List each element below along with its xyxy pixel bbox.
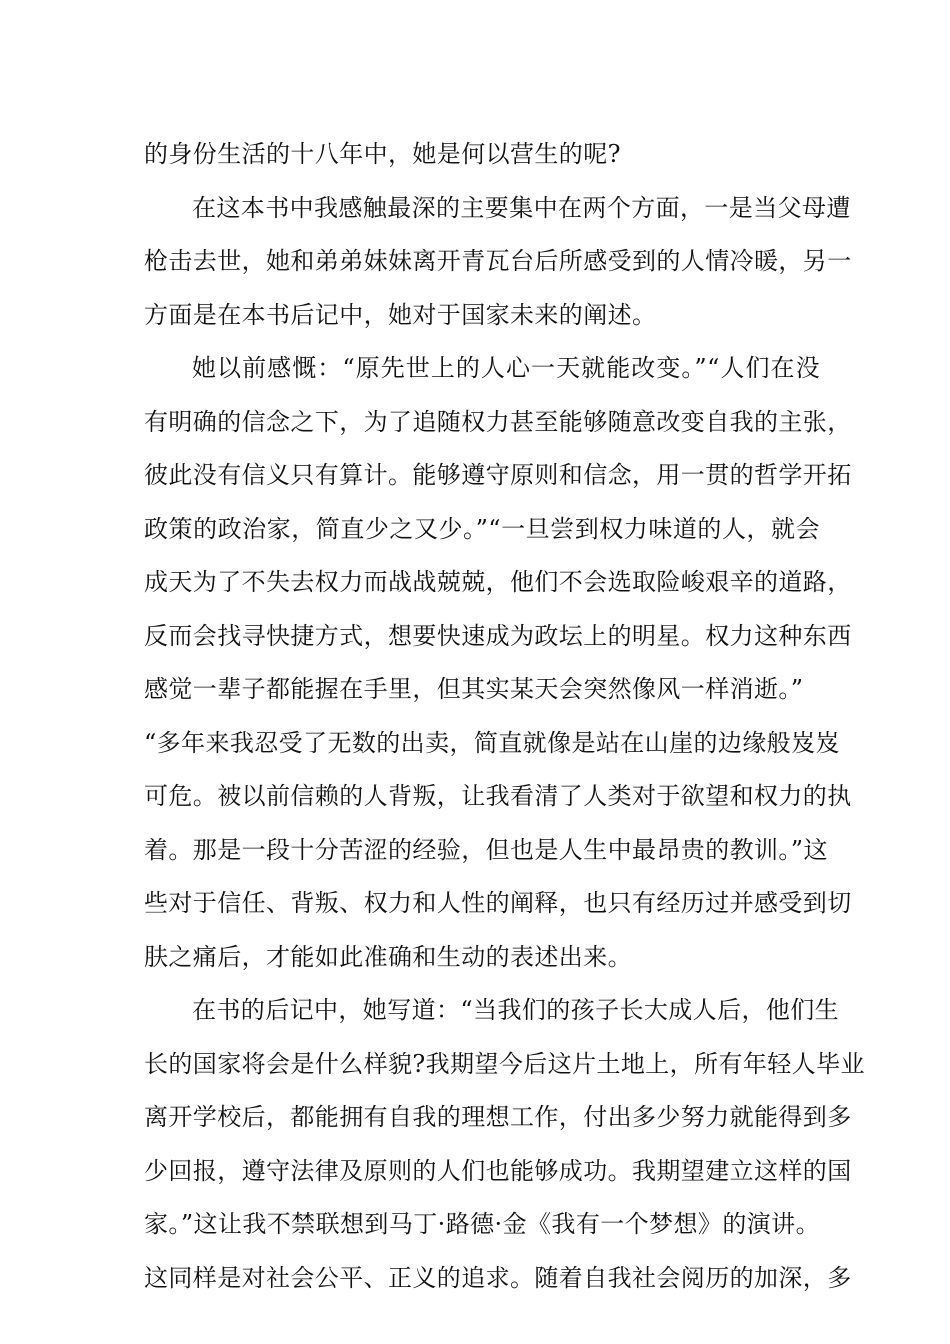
text-line: 她以前感慨：“原先世上的人心一天就能改变。”“人们在没 [192, 354, 820, 382]
text-line: 可危。被以前信赖的人背叛，让我看清了人类对于欲望和权力的执 [144, 782, 852, 810]
text-line: “多年来我忍受了无数的出卖，简直就像是站在山崖的边缘般岌岌 [144, 728, 840, 757]
text-line: 反而会找寻快捷方式，想要快速成为政坛上的明星。权力这种东西 [144, 621, 852, 650]
text-line: 方面是在本书后记中，她对于国家未来的阐述。 [144, 300, 657, 329]
text-line: 着。那是一段十分苦涩的经验，但也是人生中最昂贵的教训。”这 [144, 835, 828, 864]
text-line: 的身份生活的十八年中，她是何以营生的呢? [144, 140, 621, 168]
text-line: 枪击去世，她和弟弟妹妹离开青瓦台后所感受到的人情冷暖，另一 [144, 247, 852, 275]
text-line: 少回报，遵守法律及原则的人们也能够成功。我期望建立这样的国 [144, 1156, 852, 1185]
text-line: 肤之痛后，才能如此准确和生动的表述出来。 [144, 942, 632, 971]
text-line: 这同样是对社会公平、正义的追求。随着自我社会阅历的加深，多 [144, 1263, 852, 1292]
text-line: 彼此没有信义只有算计。能够遵守原则和信念，用一贯的哲学开拓 [144, 461, 852, 489]
body-text [144, 128, 865, 1305]
text-line: 感觉一辈子都能握在手里，但其实某天会突然像风一样消逝。” [144, 675, 804, 703]
text-line: 些对于信任、背叛、权力和人性的阐释，也只有经历过并感受到切 [144, 889, 852, 917]
text-line: 成天为了不失去权力而战战兢兢，他们不会选取险峻艰辛的道路， [144, 568, 852, 596]
text-line: 在书的后记中，她写道：“当我们的孩子长大成人后，他们生 [192, 996, 840, 1024]
text-line: 家。”这让我不禁联想到马丁·路德·金《我有一个梦想》的演讲。 [144, 1210, 820, 1238]
text-line: 长的国家将会是什么样貌?我期望今后这片土地上，所有年轻人毕业 [144, 1049, 865, 1078]
text-line: 离开学校后，都能拥有自我的理想工作，付出多少努力就能得到多 [144, 1103, 852, 1131]
text-line: 政策的政治家，简直少之又少。”“一旦尝到权力味道的人，就会 [144, 514, 820, 543]
text-line: 有明确的信念之下，为了追随权力甚至能够随意改变自我的主张， [144, 407, 852, 436]
text-line: 在这本书中我感触最深的主要集中在两个方面，一是当父母遭 [192, 193, 851, 222]
